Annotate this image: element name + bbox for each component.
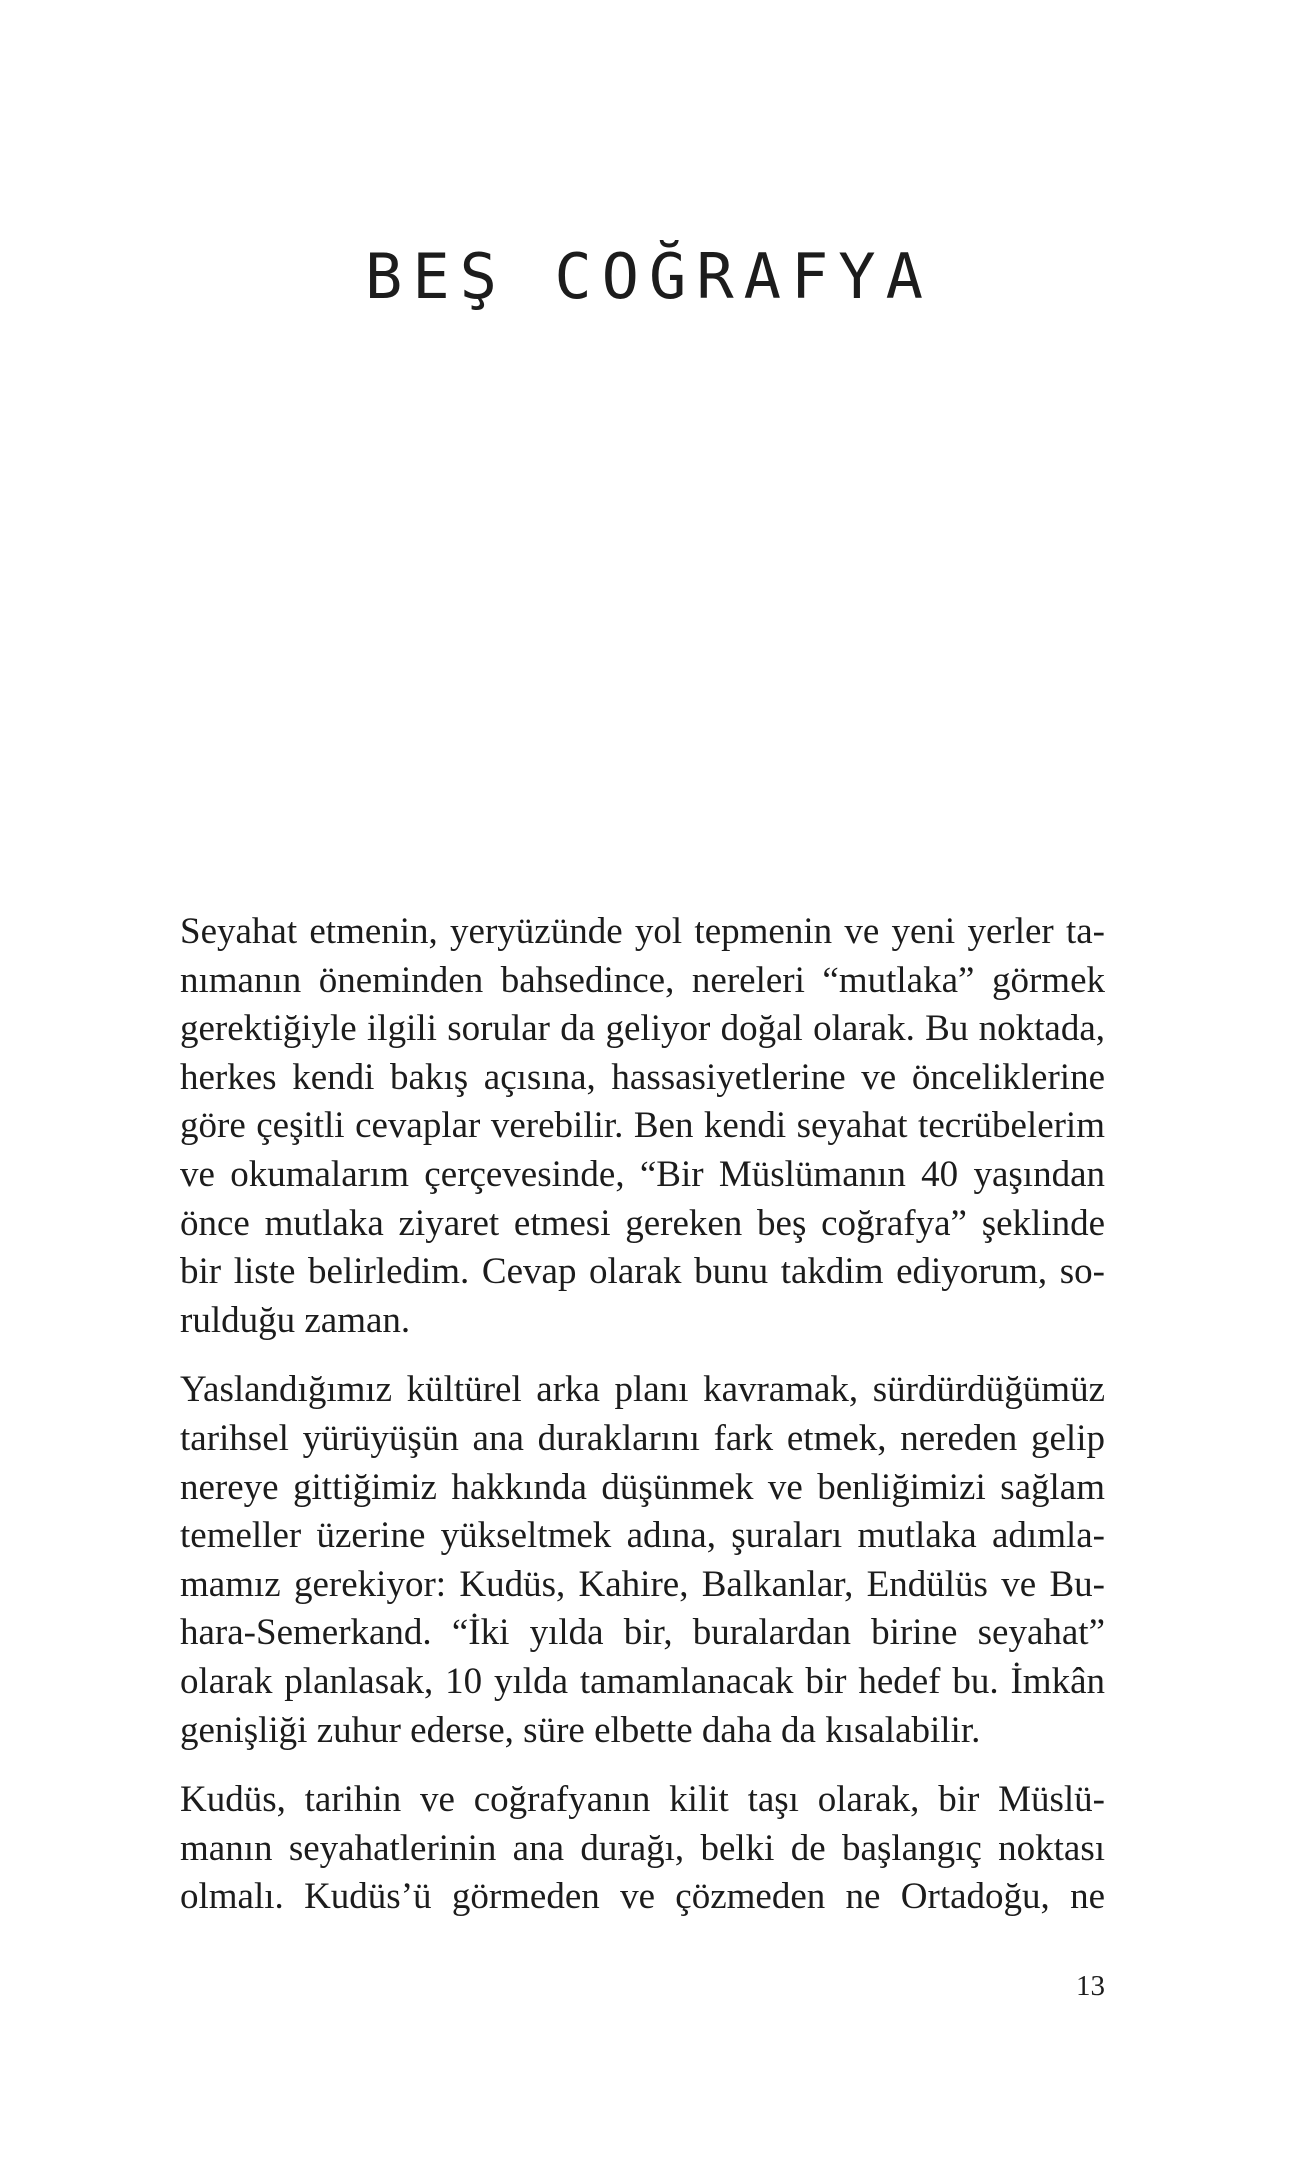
text-line: Yaslandığımız kültürel arka planı kavramak, sürdürdüğümüz — [180, 1369, 1105, 1411]
text-line: olmalı. Kudüs’ü görmeden ve çözmeden ne Ortadoğu, ne — [180, 1876, 1105, 1918]
paragraph-3 — [180, 1776, 1105, 1922]
text-line: hara-Semerkand. “İki yılda bir, buralardan birine seyahat” — [180, 1612, 1105, 1654]
text-line: Kudüs, tarihin ve coğrafyanın kilit taşı olarak, bir Müslü- — [180, 1779, 1105, 1821]
text-line: Seyahat etmenin, yeryüzünde yol tepmenin ve yeni yerler ta- — [180, 911, 1105, 952]
text-line: mamız gerekiyor: Kudüs, Kahire, Balkanlar, Endülüs ve Bu- — [180, 1563, 1105, 1605]
chapter-title: BEŞ COĞRAFYA — [365, 240, 933, 313]
text-line: nereye gittiğimiz hakkında düşünmek ve benliğimizi sağlam — [180, 1466, 1105, 1508]
body-text — [180, 908, 1105, 1943]
paragraph-2 — [180, 1366, 1105, 1755]
text-line: rulduğu zaman. — [180, 1299, 411, 1341]
text-line: bir liste belirledim. Cevap olarak bunu takdim ediyorum, so- — [180, 1251, 1105, 1293]
text-line: temeller üzerine yükseltmek adına, şuraları mutlaka adımla- — [180, 1515, 1105, 1557]
text-line: göre çeşitli cevaplar verebilir. Ben kendi seyahat tecrübelerim — [180, 1105, 1105, 1147]
text-line: nımanın öneminden bahsedince, nereleri “mutlaka” görmek — [180, 959, 1105, 1001]
text-line: genişliği zuhur ederse, süre elbette daha da kısalabilir. — [180, 1709, 981, 1751]
text-line: olarak planlasak, 10 yılda tamamlanacak bir hedef bu. İmkân — [180, 1660, 1105, 1702]
text-line: ve okumalarım çerçevesinde, “Bir Müslümanın 40 yaşından — [180, 1153, 1105, 1195]
text-line: tarihsel yürüyüşün ana duraklarını fark etmek, nereden gelip — [180, 1417, 1105, 1459]
paragraph-1 — [180, 908, 1105, 1345]
text-line: gerektiğiyle ilgili sorular da geliyor doğal olarak. Bu noktada, — [180, 1008, 1105, 1050]
text-line: manın seyahatlerinin ana durağı, belki de başlangıç noktası — [180, 1827, 1105, 1869]
text-line: herkes kendi bakış açısına, hassasiyetlerine ve önceliklerine — [180, 1056, 1105, 1098]
page-number: 13 — [1076, 1970, 1105, 2002]
text-line: önce mutlaka ziyaret etmesi gereken beş coğrafya” şeklinde — [180, 1202, 1105, 1244]
